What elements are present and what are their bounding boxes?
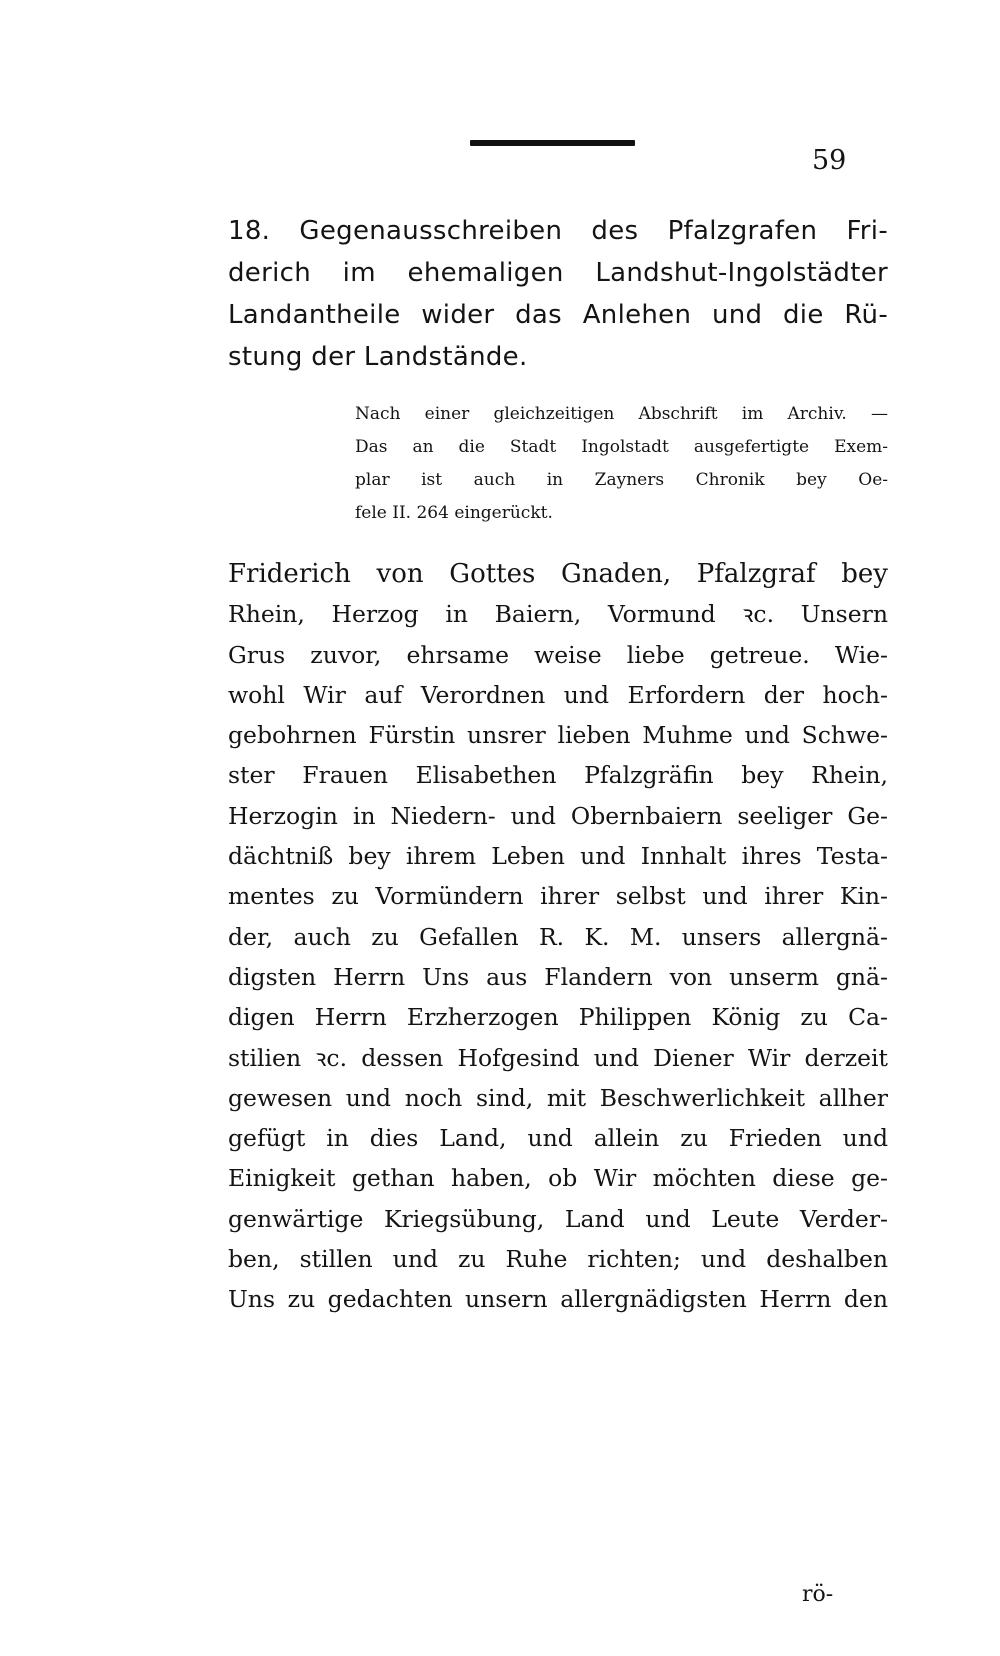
note-line: plar ist auch in Zayners Chronik bey Oe- — [355, 470, 888, 490]
body-line: Einigkeit gethan haben, ob Wir möchten diese ge- — [228, 1164, 888, 1193]
body-line: Friderich von Gottes Gnaden, Pfalzgraf bey — [228, 559, 888, 589]
heading-line: Landantheile wider das Anlehen und die Rü- — [228, 300, 888, 330]
note-line: Nach einer gleichzeitigen Abschrift im Archiv. — — [355, 404, 888, 424]
body-text — [228, 554, 888, 1320]
heading-line: derich im ehemaligen Landshut-Ingolstädter — [228, 258, 888, 288]
body-line: Grus zuvor, ehrsame weise liebe getreue. Wie- — [228, 640, 888, 669]
body-line: mentes zu Vormündern ihrer selbst und ihrer Kin- — [228, 882, 888, 911]
body-line: wohl Wir auf Verordnen und Erfordern der hoch- — [228, 680, 888, 709]
note-line: fele II. 264 eingerückt. — [355, 503, 553, 523]
document-heading — [228, 210, 888, 378]
body-line: Herzogin in Niedern- und Obernbaiern seeliger Ge- — [228, 801, 888, 830]
body-line: der, auch zu Gefallen R. K. M. unsers allergnä- — [228, 922, 888, 951]
body-line: dächtniß bey ihrem Leben und Innhalt ihres Testa- — [228, 842, 888, 871]
body-line: digsten Herrn Uns aus Flandern von unserm gnä- — [228, 962, 888, 991]
heading-line: stung der Landstände. — [228, 342, 528, 372]
header-rule — [470, 140, 635, 146]
body-line: digen Herrn Erzherzogen Philippen König zu Ca- — [228, 1003, 888, 1032]
body-line: ster Frauen Elisabethen Pfalzgräfin bey Rhein, — [228, 761, 888, 790]
page-number: 59 — [812, 145, 847, 176]
body-line: gewesen und noch sind, mit Beschwerlichkeit allher — [228, 1083, 888, 1112]
body-line: Rhein, Herzog in Baiern, Vormund ꝛc. Unsern — [228, 600, 888, 629]
body-line: stilien ꝛc. dessen Hofgesind und Diener Wir derzeit — [228, 1043, 888, 1072]
body-line: Uns zu gedachten unsern allergnädigsten Herrn den — [228, 1285, 888, 1314]
body-line: genwärtige Kriegsübung, Land und Leute Verder- — [228, 1204, 888, 1233]
body-line: gebohrnen Fürstin unsrer lieben Muhme und Schwe- — [228, 721, 888, 750]
catchword: rö- — [802, 1582, 834, 1607]
body-line: ben, stillen und zu Ruhe richten; und deshalben — [228, 1245, 888, 1274]
body-line: gefügt in dies Land, und allein zu Frieden und — [228, 1124, 888, 1153]
source-note — [355, 398, 888, 530]
heading-line: 18. Gegenausschreiben des Pfalzgrafen Fri- — [228, 216, 888, 246]
note-line: Das an die Stadt Ingolstadt ausgefertigte Exem- — [355, 437, 888, 457]
